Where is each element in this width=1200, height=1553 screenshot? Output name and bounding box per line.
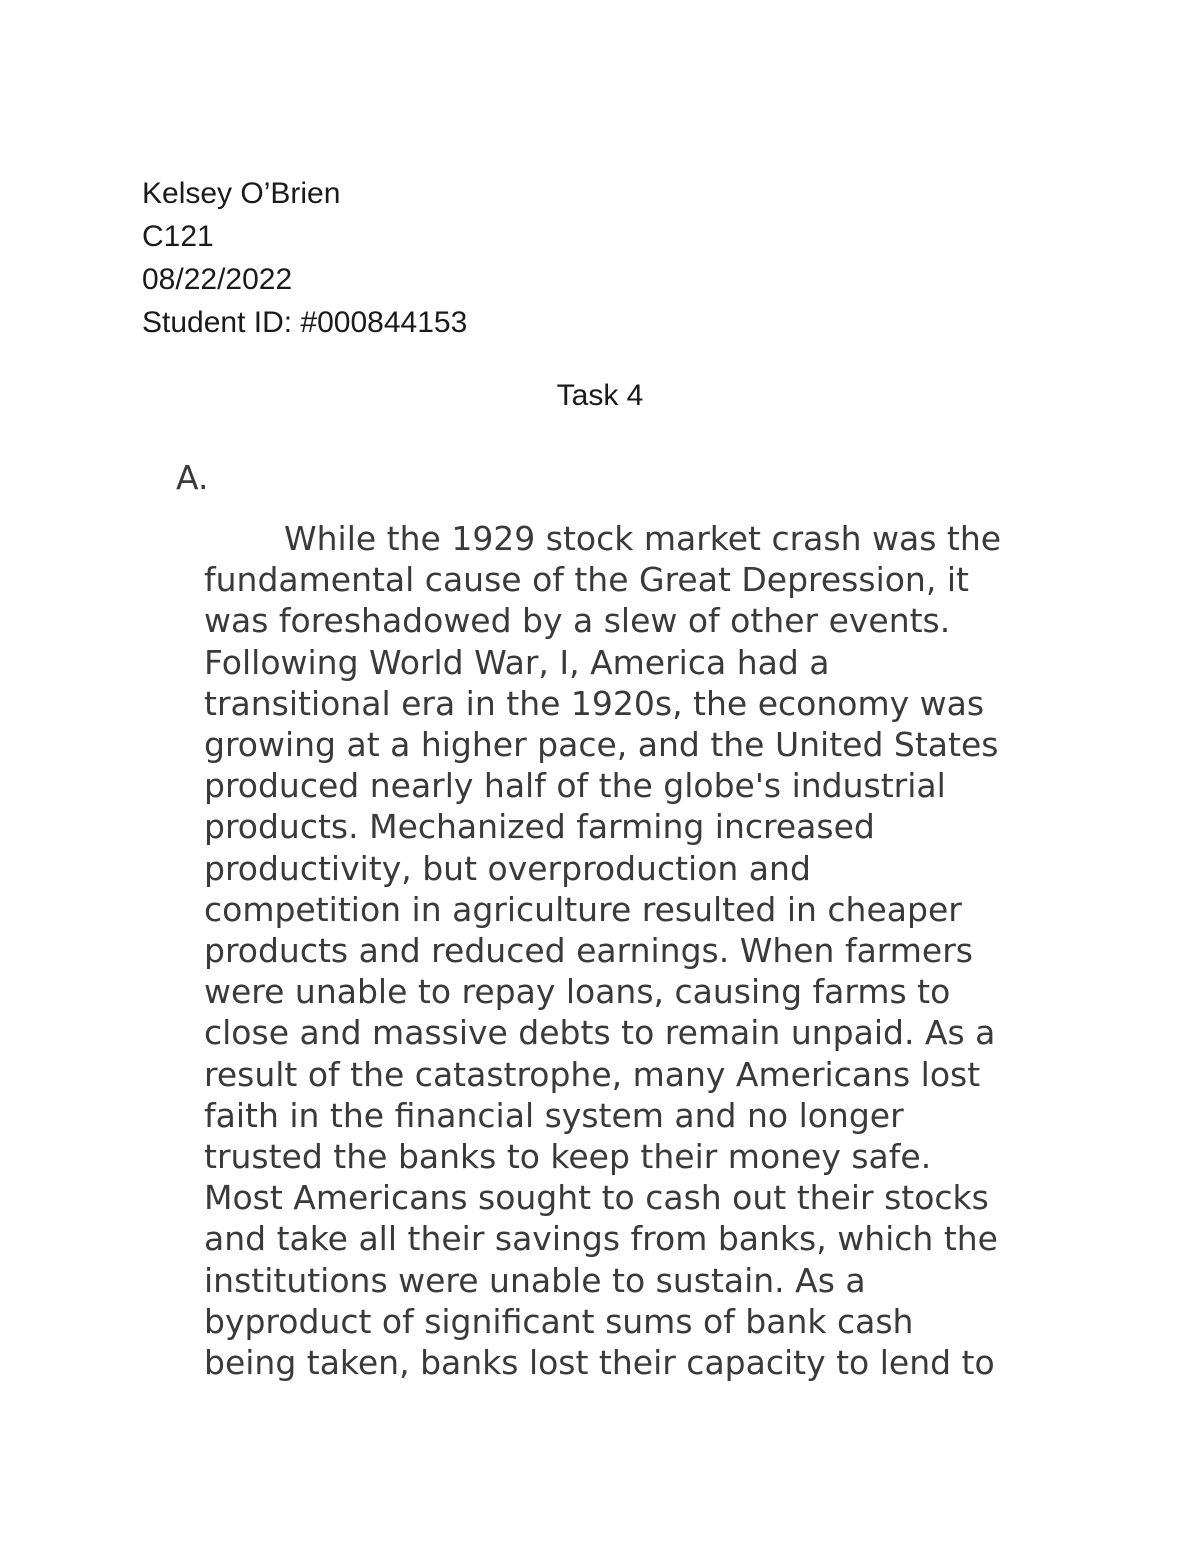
paragraph-line: trusted the banks to keep their money safe. xyxy=(204,1137,932,1177)
paragraph-line: Most Americans sought to cash out their stocks xyxy=(204,1178,989,1218)
paragraph-line: products and reduced earnings. When farmers xyxy=(204,931,973,971)
course-code: C121 xyxy=(142,220,214,253)
paragraph-line: close and massive debts to remain unpaid. As a xyxy=(204,1013,996,1053)
paragraph-line: fundamental cause of the Great Depression, it xyxy=(204,560,969,600)
paragraph-line: byproduct of significant sums of bank cash xyxy=(204,1301,914,1341)
paragraph-line: result of the catastrophe, many Americans lost xyxy=(204,1054,981,1094)
paragraph-line: being taken, banks lost their capacity to lend to xyxy=(204,1343,995,1383)
paragraph-line: transitional era in the 1920s, the economy was xyxy=(204,683,985,723)
paragraph-line: and take all their savings from banks, which the xyxy=(204,1219,998,1259)
paragraph-line: faith in the financial system and no longer xyxy=(204,1095,904,1135)
paragraph-line: was foreshadowed by a slew of other events. xyxy=(204,601,951,641)
paragraph-line: competition in agriculture resulted in cheaper xyxy=(204,889,962,929)
paragraph-line: growing at a higher pace, and the United States xyxy=(204,725,999,765)
date: 08/22/2022 xyxy=(142,263,293,296)
paragraph-line: institutions were unable to sustain. As a xyxy=(204,1260,866,1300)
paragraph-line: were unable to repay loans, causing farms to xyxy=(204,972,951,1012)
header-block xyxy=(142,172,467,344)
section-label: A. xyxy=(176,458,209,497)
paragraph-line: Following World War, I, America had a xyxy=(204,642,830,682)
author-name: Kelsey O’Brien xyxy=(142,177,341,210)
document-title: Task 4 xyxy=(556,379,644,412)
paragraph-line: While the 1929 stock market crash was the xyxy=(284,519,1002,558)
paragraph-line: products. Mechanized farming increased xyxy=(204,807,875,847)
body-paragraph xyxy=(204,518,1084,1383)
student-id: Student ID: #000844153 xyxy=(142,306,468,339)
paragraph-line: productivity, but overproduction and xyxy=(204,848,811,888)
paragraph-line: produced nearly half of the globe's industrial xyxy=(204,766,946,806)
